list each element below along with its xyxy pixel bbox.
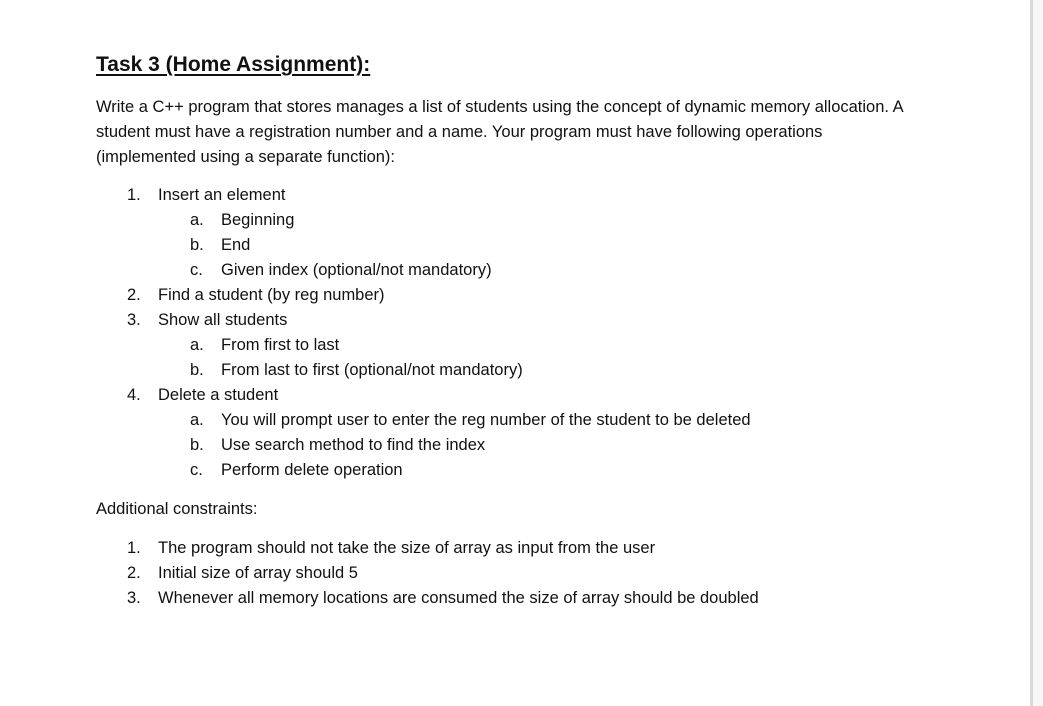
intro-paragraph: Write a C++ program that stores manages a list of students using the concept of dynamic memory allocation. A student must have a registration number and a name. Your program must have following operations (implemented using a separate function): — [96, 98, 903, 166]
constraints-list — [96, 536, 916, 611]
sub-item — [96, 258, 916, 283]
sub-item-text: Use search method to find the index — [221, 436, 486, 454]
sub-item-letter: c. — [190, 461, 203, 479]
operation-item — [96, 308, 916, 333]
operation-text: Find a student (by reg number) — [158, 286, 385, 304]
sub-item-letter: b. — [190, 436, 204, 454]
sub-item-text: You will prompt user to enter the reg number of the student to be deleted — [221, 411, 751, 429]
operation-item — [96, 383, 916, 408]
constraint-text: Whenever all memory locations are consumed the size of array should be doubled — [158, 589, 759, 607]
sub-item — [96, 208, 916, 233]
operation-text: Show all students — [158, 311, 288, 329]
sub-item — [96, 233, 916, 258]
sub-item-letter: c. — [190, 261, 203, 279]
document-content — [96, 50, 916, 611]
sub-item — [96, 408, 916, 433]
sub-item-text: Given index (optional/not mandatory) — [221, 261, 492, 279]
page-edge-shade — [1033, 0, 1043, 706]
sub-item-letter: a. — [190, 411, 204, 429]
operation-sublist — [96, 408, 916, 483]
constraint-number: 2. — [127, 564, 141, 582]
constraint-item — [96, 561, 916, 586]
sub-item-letter: b. — [190, 236, 204, 254]
sub-item-text: From last to first (optional/not mandatory) — [221, 361, 523, 379]
sub-item — [96, 358, 916, 383]
sub-item-letter: b. — [190, 361, 204, 379]
sub-item — [96, 458, 916, 483]
sub-item-text: Beginning — [221, 211, 295, 229]
constraint-number: 3. — [127, 589, 141, 607]
constraint-item — [96, 536, 916, 561]
operation-item — [96, 183, 916, 208]
constraint-text: The program should not take the size of array as input from the user — [158, 539, 656, 557]
sub-item-letter: a. — [190, 211, 204, 229]
operations-list — [96, 183, 916, 483]
operation-number: 2. — [127, 286, 141, 304]
sub-item-text: From first to last — [221, 336, 340, 354]
sub-item-text: Perform delete operation — [221, 461, 403, 479]
task-title: Task 3 (Home Assignment): — [96, 53, 371, 76]
constraint-text: Initial size of array should 5 — [158, 564, 358, 582]
sub-item-letter: a. — [190, 336, 204, 354]
constraint-item — [96, 586, 916, 611]
constraint-number: 1. — [127, 539, 141, 557]
operation-number: 4. — [127, 386, 141, 404]
sub-item — [96, 433, 916, 458]
operation-sublist — [96, 333, 916, 383]
operation-text: Insert an element — [158, 186, 286, 204]
constraints-heading: Additional constraints: — [96, 500, 258, 518]
operation-sublist — [96, 208, 916, 283]
operation-number: 3. — [127, 311, 141, 329]
operation-number: 1. — [127, 186, 141, 204]
sub-item — [96, 333, 916, 358]
operation-text: Delete a student — [158, 386, 279, 404]
operation-item — [96, 283, 916, 308]
sub-item-text: End — [221, 236, 251, 254]
